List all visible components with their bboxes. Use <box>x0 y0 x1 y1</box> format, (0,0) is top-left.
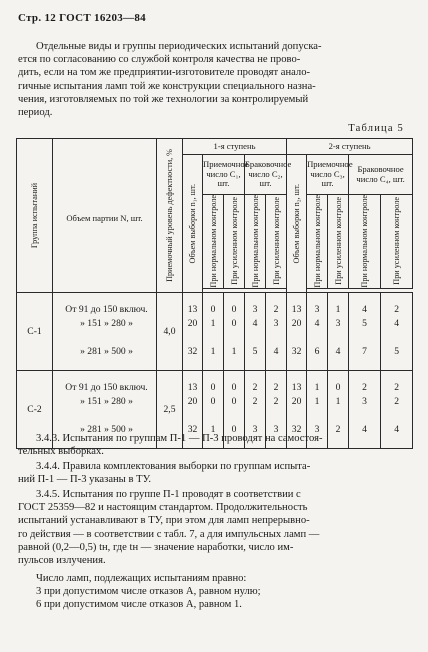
cell-group: С-2 <box>17 370 53 448</box>
intro-line: ется по согласованию со службой контроля качества не прово- <box>18 54 301 66</box>
cell-n2: 13 20 32 <box>287 292 307 370</box>
header-stage-2: 2-я ступень <box>287 139 413 155</box>
table-row-c1 <box>17 292 413 370</box>
clause-3-4-3: 3.4.3. Испытания по группам П-1 — П-3 проводят на самостоя- тельных выборках. <box>18 433 323 458</box>
intro-line: период. <box>18 107 53 119</box>
intro-line: Отдельные виды и группы периодических испытаний допуска- <box>36 41 322 52</box>
table-5 <box>16 138 413 449</box>
cell-c4-tight: 2 2 4 <box>381 370 413 448</box>
cell-aql: 2,5 <box>157 370 183 448</box>
cell-lot-list: От 91 до 150 включ. » 151 » 280 » » 281 » 500 » <box>53 292 157 370</box>
cell-group: С-1 <box>17 292 53 370</box>
cell-n1: 13 20 32 <box>183 292 203 370</box>
cell-c2-normal: 3 4 5 <box>245 292 266 370</box>
intro-line: дить, если на том же предприятии-изготовителе проводят анало- <box>18 67 311 79</box>
header-reject-c4: Браковочное число C₄, шт. <box>349 155 413 195</box>
intro-line: чения, изготовляемых по той же технологии за контролируемый <box>18 93 309 105</box>
clause-3-4-5: 3.4.5. Испытания по группе П-1 проводят в соответствии с ГОСТ 25359—82 и настоящим стандартом. Продолжительность испытаний устанавливают в ТУ, при этом для ламп непрерывно- го действия — в соответствии с табл. 7, а для импульсных ламп — равной (0,2—0,5) tн, где tн — значение наработки, число им- пульсов излучения. <box>18 489 320 567</box>
cell-c2-tight: 2 3 4 <box>266 292 287 370</box>
header-c3-normal: При нормальном контроле <box>307 195 328 289</box>
cell-c1-normal: 0 0 1 <box>203 370 224 448</box>
cell-c2-normal: 2 2 3 <box>245 370 266 448</box>
header-aql: Приемочный уровень дефектности, % <box>157 139 183 293</box>
intro-paragraph <box>18 40 410 119</box>
header-c4-normal: При нормальном контроле <box>349 195 381 289</box>
header-c3-tight: При усиленном контроле <box>328 195 349 289</box>
header-c4-tight: При усиленном контроле <box>381 195 413 289</box>
page-header: Стр. 12 ГОСТ 16203—84 <box>18 12 146 24</box>
header-sample-n2: Объем выборки n₂, шт. <box>287 155 307 293</box>
cell-lot-list: От 91 до 150 включ. » 151 » 280 » » 281 » 500 » <box>53 370 157 448</box>
header-group: Группа испытаний <box>17 139 53 293</box>
cell-c4-normal: 2 3 4 <box>349 370 381 448</box>
header-c2-tight: При усиленном контроле <box>266 195 287 289</box>
cell-c3-tight: 1 3 4 <box>328 292 349 370</box>
header-c1-normal: При нормальном контроле <box>203 195 224 289</box>
cell-c4-normal: 4 5 7 <box>349 292 381 370</box>
cell-c3-normal: 3 4 6 <box>307 292 328 370</box>
cell-c3-tight: 0 1 2 <box>328 370 349 448</box>
header-reject-c2: Браковочное число C₂, шт. <box>245 155 287 195</box>
cell-c4-tight: 2 4 5 <box>381 292 413 370</box>
cell-c1-normal: 0 1 1 <box>203 292 224 370</box>
cell-c2-tight: 2 2 3 <box>266 370 287 448</box>
header-sample-n1: Объем выборки n₁, шт. <box>183 155 203 293</box>
cell-c3-normal: 1 1 3 <box>307 370 328 448</box>
header-accept-c1: Приемочное число C₁, шт. <box>203 155 245 195</box>
header-c1-tight: При усиленном контроле <box>224 195 245 289</box>
cell-c1-tight: 0 0 1 <box>224 292 245 370</box>
cell-n1: 13 20 32 <box>183 370 203 448</box>
clause-3-4-4: 3.4.4. Правила комплектования выборки по группам испыта- ний П-1 — П-3 указаны в ТУ. <box>18 461 311 486</box>
cell-aql: 4,0 <box>157 292 183 370</box>
header-stage-1: 1-я ступень <box>183 139 287 155</box>
cell-n2: 13 20 32 <box>287 370 307 448</box>
table-caption: Таблица 5 <box>348 123 404 134</box>
cell-c1-tight: 0 0 0 <box>224 370 245 448</box>
header-c2-normal: При нормальном контроле <box>245 195 266 289</box>
sample-count-list: Число ламп, подлежащих испытаниям nравно: 3 при допустимом числе отказов A, равном нулю; 6 при допустимом числе отказов A, равном 1. <box>36 573 261 611</box>
header-accept-c3: Приемочное число C₃, шт. <box>307 155 349 195</box>
header-lot: Объем партии N, шт. <box>53 139 157 293</box>
intro-line: гичные испытания ламп той же конструкции специального назна- <box>18 80 316 92</box>
